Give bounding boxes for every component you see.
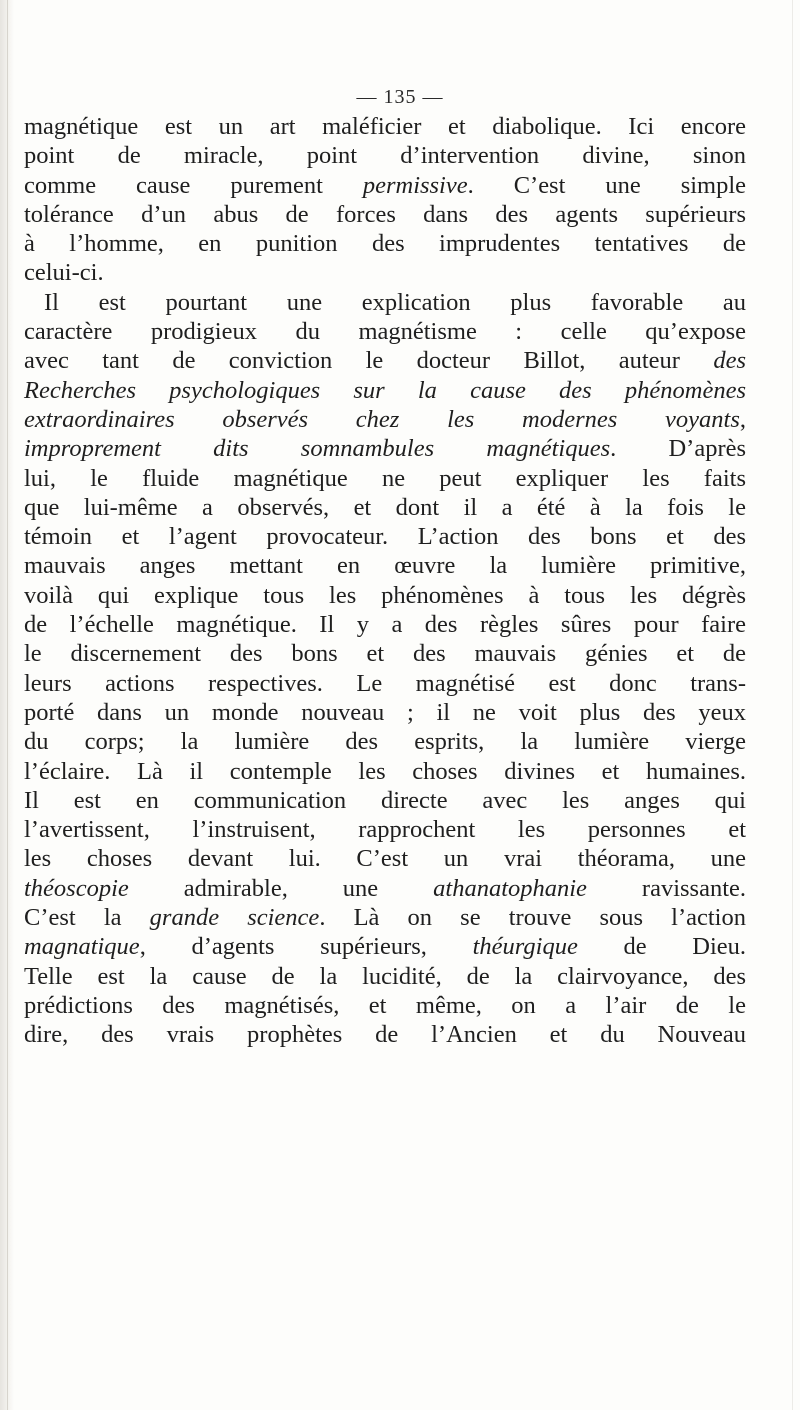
text-line [24,141,746,170]
text-line [24,698,746,727]
page-edge-line [792,0,793,1410]
text-line [24,317,746,346]
text-run: dire, des vrais prophètes de l’Ancien et du Nouveau [24,1021,746,1049]
text-line [24,581,746,610]
text-run: porté dans un monde nouveau ; il ne voit plus des yeux [24,698,746,726]
text-run: mauvais anges mettant en œuvre la lumière primitive, [24,552,746,580]
text-line [24,171,746,200]
text-run: l’avertissent, l’instruisent, rapprochent les personnes et [24,816,746,844]
text-run: de Dieu. [577,933,746,961]
text-run: Il est en communication directe avec les anges qui [24,786,746,814]
text-run: le discernement des bons et des mauvais génies et de [24,640,746,668]
text-line [24,757,746,786]
text-run: . C’est une simple [467,171,747,199]
text-line [24,112,746,141]
italic-run: improprement dits somnambules magnétiques [24,435,611,463]
text-run: , [739,405,746,433]
page-fold-line [7,0,8,1410]
text-line [24,200,746,229]
text-run: Il est pourtant une explication plus favorable au [44,288,746,316]
text-run: . D’après [610,435,746,463]
text-run: tolérance d’un abus de forces dans des agents supérieurs [24,200,746,228]
text-run: celui-ci. [24,259,104,287]
text-line [24,493,746,522]
text-run: avec tant de conviction le docteur Billot, auteur [24,347,714,375]
text-line [24,405,746,434]
text-line [24,844,746,873]
text-run: les choses devant lui. C’est un vrai théorama, une [24,845,746,873]
text-line [24,376,746,405]
text-line [24,522,746,551]
text-run: comme cause purement [24,171,363,199]
text-run: à l’homme, en punition des imprudentes tentatives de [24,230,746,258]
text-line [24,874,746,903]
text-line [24,786,746,815]
text-run: prédictions des magnétisés, et même, on a l’air de le [24,991,746,1019]
text-run: magnétique est un art maléficier et diabolique. Ici encore [24,113,746,140]
text-line [24,258,746,287]
text-line [24,346,746,375]
text-line [24,639,746,668]
italic-run: extraordinaires observés chez les modernes voyants [24,405,740,433]
text-run: du corps; la lumière des esprits, la lumière vierge [24,728,746,756]
text-line [24,610,746,639]
page-number: — 135 — [356,86,444,108]
italic-run: grande science [149,904,320,932]
text-run: admirable, une [128,874,434,902]
text-line [24,551,746,580]
italic-run: théoscopie [24,874,129,902]
text-line [24,991,746,1020]
text-line [24,932,746,961]
text-run: point de miracle, point d’intervention divine, sinon [24,142,746,170]
text-line [24,1020,746,1049]
italic-run: des [713,347,746,375]
text-run: caractère prodigieux du magnétisme : celle qu’expose [24,318,746,346]
body-text [24,112,746,1050]
text-run: , d’agents supérieurs, [139,933,473,961]
text-run: voilà qui explique tous les phénomènes à tous les dégrès [24,581,746,609]
text-run: C’est la [24,904,150,932]
italic-run: théurgique [472,933,578,961]
text-run: Telle est la cause de la lucidité, de la clairvoyance, des [24,962,746,990]
text-run: que lui-même a observés, et dont il a été à la fois le [24,493,746,521]
italic-run: magnatique [24,933,140,961]
text-run: témoin et l’agent provocateur. L’action des bons et des [24,523,746,551]
text-line [24,229,746,258]
italic-run: athanatophanie [433,874,587,902]
text-line [24,464,746,493]
text-run: l’éclaire. Là il contemple les choses divines et humaines. [24,757,746,785]
italic-run: Recherches psychologiques sur la cause des phénomènes [24,376,746,404]
text-line [24,288,746,317]
text-line [24,962,746,991]
text-line [24,669,746,698]
italic-run: permissive [362,171,468,199]
text-run: leurs actions respectives. Le magnétisé est donc trans- [24,669,746,697]
text-run: ravissante. [586,874,746,902]
text-run: lui, le fluide magnétique ne peut expliquer les faits [24,464,746,492]
text-line [24,903,746,932]
text-run: de l’échelle magnétique. Il y a des règles sûres pour faire [24,611,746,639]
text-line [24,434,746,463]
text-line [24,815,746,844]
text-line [24,727,746,756]
text-run: . Là on se trouve sous l’action [319,904,746,932]
